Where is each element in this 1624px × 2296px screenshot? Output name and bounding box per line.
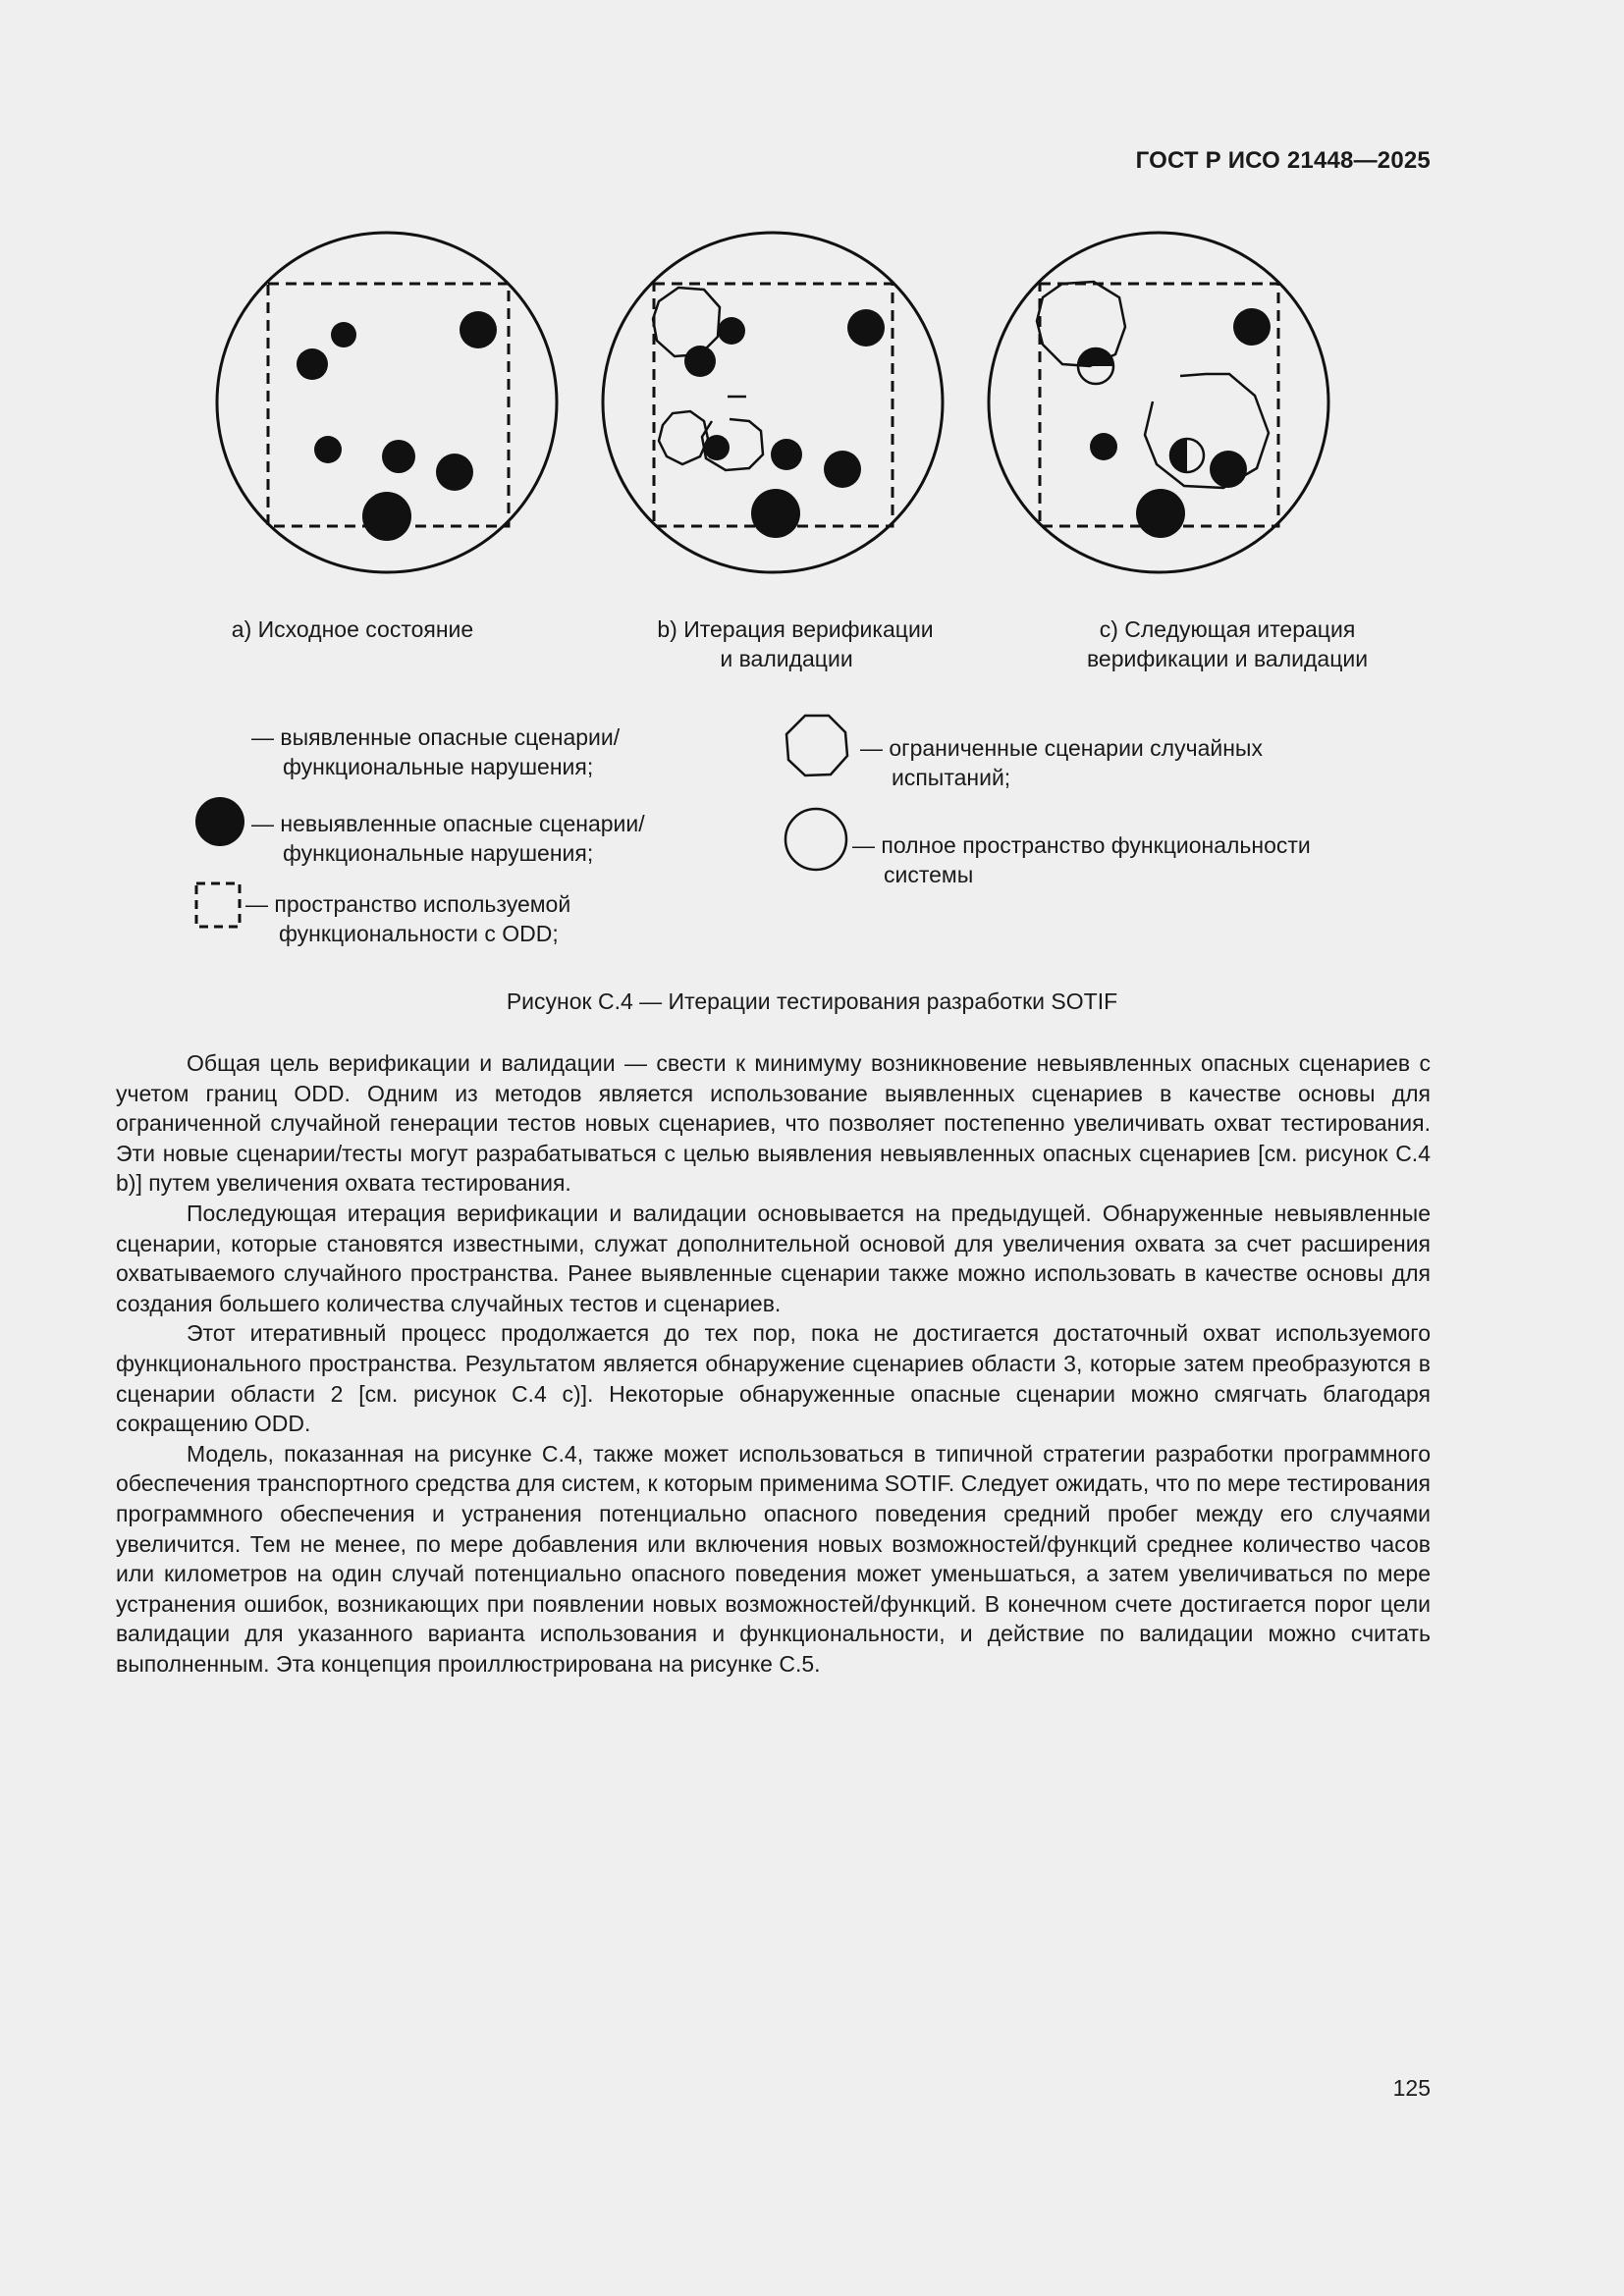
- page-number: 125: [1392, 2075, 1431, 2101]
- figure-c4: [0, 229, 1624, 582]
- unidentified-dot: [1136, 489, 1185, 538]
- paragraph: Последующая итерация верификации и валидации основывается на предыдущей. Обнаруженные невыявленные сценарии, которые становятся известными, служат дополнительной основой для увеличения охвата за счет расширения охватываемого случайного пространства. Ранее выявленные сценарии также можно использовать в качестве основы для создания большего количества случайных тестов и сценариев.: [116, 1200, 1431, 1316]
- unidentified-dot: [1233, 308, 1271, 346]
- panel-b-caption: b) Итерация верификации и валидации: [657, 616, 934, 671]
- unidentified-dot: [314, 436, 342, 463]
- legend-unidentified: — невыявленные опасные сценарии/ функциональные нарушения;: [251, 811, 645, 866]
- unidentified-dot: [362, 492, 411, 541]
- unidentified-dot: [382, 440, 415, 473]
- legend-odd: — пространство используемой функциональности с ODD;: [245, 891, 571, 946]
- document-header: ГОСТ Р ИСО 21448—2025: [1135, 147, 1431, 174]
- unidentified-dot: [704, 435, 730, 460]
- panel-a-caption: a) Исходное состояние: [231, 616, 474, 642]
- unidentified-dot: [297, 348, 328, 380]
- random-region: [1037, 282, 1125, 366]
- panel-c-diagram: [988, 229, 1333, 574]
- figure-title: Рисунок С.4 — Итерации тестирования разработки SOTIF: [506, 988, 1118, 1014]
- unidentified-dot: [1210, 451, 1247, 488]
- half-identified-dot: [1170, 439, 1187, 472]
- unidentified-dot: [847, 309, 885, 347]
- half-identified-dot: [1078, 348, 1113, 366]
- legend-unidentified-symbol: [194, 796, 245, 847]
- unidentified-dot: [751, 489, 800, 538]
- legend-random: — ограниченные сценарии случайных испытаний;: [860, 735, 1263, 790]
- unidentified-scenarios: [1078, 308, 1271, 538]
- paragraph: Общая цель верификации и валидации — свести к минимуму возникновение невыявленных опасных сценариев с учетом границ ODD. Одним из методов является использование выявленных сценариев в качестве основы для ограниченной случайной генерации тестов новых сценариев, что позволяет постепенно увеличивать охват тестирования. Эти новые сценарии/тесты могут разрабатываться с целью выявления невыявленных опасных сценариев [см. рисунок С.4 b)] путем увеличения охвата тестирования.: [116, 1050, 1431, 1197]
- unidentified-dot: [684, 346, 716, 377]
- legend-full-symbol: [784, 807, 848, 872]
- body-text: [116, 1048, 1431, 1679]
- unidentified-dot: [1090, 433, 1117, 460]
- random-region: [659, 411, 708, 464]
- legend-identified: — выявленные опасные сценарии/ функциональные нарушения;: [251, 724, 621, 779]
- paragraph: Этот итеративный процесс продолжается до тех пор, пока не достигается достаточный охват используемого функционального пространства. Результатом является обнаружение сценариев области 3, которые затем преобразуются в сценарии области 2 [см. рисунок С.4 с)]. Некоторые обнаруженные опасные сценарии можно смягчать благодаря сокращению ODD.: [116, 1320, 1431, 1437]
- random-region: [653, 288, 720, 356]
- legend-odd-symbol: [194, 881, 242, 929]
- unidentified-dot: [771, 439, 802, 470]
- panel-a-diagram: [216, 229, 562, 574]
- legend-full: — полное пространство функциональности системы: [852, 832, 1311, 887]
- unidentified-dot: [718, 317, 745, 345]
- unidentified-dot: [460, 311, 497, 348]
- paragraph: Модель, показанная на рисунке С.4, также может использоваться в типичной стратегии разработки программного обеспечения транспортного средства для систем, к которым применима SOTIF. Следует ожидать, что по мере тестирования программного обеспечения и устранения потенциально опасного поведения средний пробег между его случаями увеличится. Тем не менее, по мере добавления или включения новых возможностей/функций среднее количество часов или километров на один случай потенциально опасного поведения может уменьшаться, а затем увеличиваться по мере устранения ошибок, возникающих при появлении новых возможностей/функций. В конечном счете достигается порог цели валидации для указанного варианта использования и функциональности, и действие по валидации можно считать выполненным. Эта концепция проиллюстрирована на рисунке С.5.: [116, 1440, 1431, 1677]
- unidentified-dot: [331, 322, 356, 347]
- unidentified-dot: [824, 451, 861, 488]
- unidentified-dot: [436, 454, 473, 491]
- random-region: [1145, 374, 1269, 488]
- panel-b-diagram: [602, 229, 947, 574]
- unidentified-scenarios: [297, 311, 497, 541]
- legend-random-symbol: [784, 713, 850, 779]
- unidentified-scenarios: [684, 309, 885, 538]
- panel-c-caption: c) Следующая итерация верификации и валидации: [1086, 616, 1369, 671]
